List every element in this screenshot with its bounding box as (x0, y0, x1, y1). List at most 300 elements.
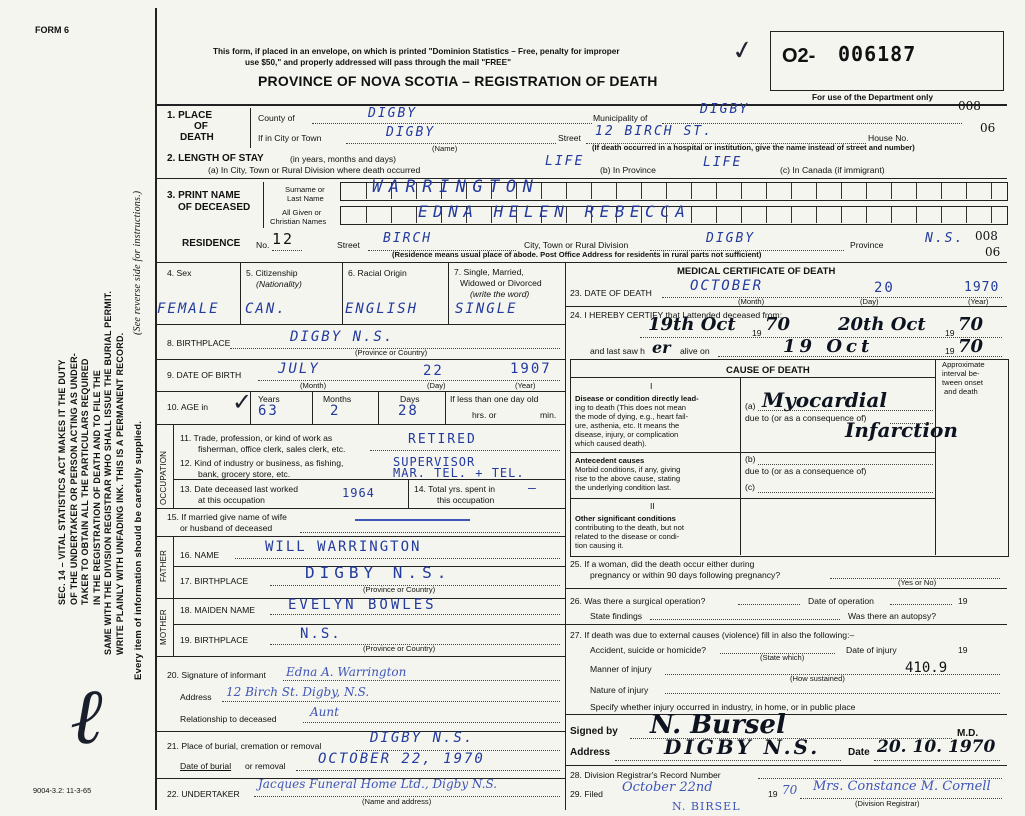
grid-cell (591, 183, 592, 199)
father-sep (173, 536, 174, 598)
grid-cell (791, 207, 792, 223)
sig-address-label: Address (570, 747, 611, 758)
side-line-3: TAKER TO OBTAIN ALL THE PARTICULARS REQUIRED (80, 358, 90, 605)
grid-cell (691, 183, 692, 199)
attended-to-day: 20th Oct (838, 314, 926, 335)
father-name-label: 16. NAME (180, 550, 220, 560)
burial-date-label-b: or removal (245, 761, 286, 771)
hospital-note: (If death occurred in a hospital or institution, give the name instead of street and number) (592, 143, 915, 152)
findings-line (650, 619, 840, 620)
residence-province-label: Province (850, 240, 884, 250)
registrar-number-label: 28. Division Registrar's Record Number (570, 770, 721, 780)
age-label: 10. AGE in (167, 402, 209, 412)
antecedent-label-4: the underlying condition last. (575, 483, 672, 492)
father-birthplace-value: DIGBY N.S. (305, 563, 452, 582)
other-label-4: tion causing it. (575, 541, 624, 550)
external-label: 27. If death was due to external causes (violence) fill in also the following:– (570, 630, 855, 640)
sustained-caption: (How sustained) (790, 674, 845, 683)
city-value: DIGBY (386, 125, 436, 140)
direct-cause-label-1: Disease or condition directly lead- (575, 394, 699, 403)
dept-use-label: For use of the Department only (812, 93, 934, 102)
where-label: Specify whether injury occurred in industry, in home, or in public place (590, 702, 856, 712)
place-section-label: 1. PLACE (167, 110, 213, 121)
grid-cell (991, 207, 992, 223)
street-value: 12 BIRCH ST. (595, 124, 713, 139)
interval-label-1: Approximate (942, 360, 985, 369)
county-line (312, 123, 592, 124)
spouse-label-2: or husband of deceased (180, 523, 273, 533)
residence-label: RESIDENCE (182, 238, 241, 249)
municipality-code: 008 (958, 99, 981, 113)
attended-from-year: 70 (765, 314, 791, 335)
trade-value: RETIRED (408, 432, 477, 447)
grid-cell (816, 183, 817, 199)
dob-caption-day: (Day) (427, 381, 446, 390)
lessday-label-3: min. (540, 410, 557, 420)
grid-cell (366, 183, 367, 199)
which-caption: (State which) (760, 653, 805, 662)
side-line-1: SEC. 14 – VITAL STATISTICS ACT MAKES IT THE DUTY (57, 359, 67, 605)
sig-address-value: DIGBY N.S. (664, 735, 821, 759)
age-check-icon: ✓ (232, 388, 253, 416)
county-label: County of (258, 113, 295, 123)
place-of-label: OF (194, 121, 208, 132)
physician-signature: N. Bursel (650, 710, 786, 740)
direct-cause-label-4: ure, asthenia, etc. It means the (575, 421, 680, 430)
registrar-caption: (Division Registrar) (855, 799, 920, 808)
attended-to-year: 70 (958, 314, 984, 335)
residence-city: DIGBY (706, 231, 756, 246)
birthplace-caption: (Province or Country) (355, 348, 428, 357)
given-value: EDNA HELEN REBECCA (418, 202, 691, 221)
side-instructions-2 (103, 291, 126, 655)
rule-8 (155, 359, 565, 360)
interval-label-3: tween onset (942, 378, 983, 387)
dob-day: 22 (423, 363, 444, 379)
grid-cell (866, 183, 867, 199)
frame-top (155, 104, 1007, 106)
direct-cause-label-3: the mode of dying, e.g., heart fail- (575, 412, 689, 421)
form-title: PROVINCE OF NOVA SCOTIA – REGISTRATION OF DEATH (258, 73, 658, 89)
col-sep (448, 262, 449, 324)
name-section-label-2: OF DECEASED (178, 202, 251, 213)
undertaker-label: 22. UNDERTAKER (167, 789, 240, 799)
last-worked-label-2: at this occupation (198, 495, 265, 505)
medical-header: MEDICAL CERTIFICATE OF DEATH (677, 266, 836, 277)
residence-province: N.S. (925, 231, 965, 246)
cause-b-line (758, 464, 933, 465)
birthplace-value: DIGBY N.S. (290, 329, 395, 345)
name-divider (263, 182, 264, 228)
surname-label-1: Surname or (285, 185, 325, 194)
citizenship-label-1: 5. Citizenship (246, 268, 298, 278)
municipality-label: Municipality of (593, 113, 648, 123)
death-date-line (662, 297, 1002, 298)
cause-sep (740, 377, 741, 555)
grid-cell (716, 183, 717, 199)
marital-label-2: Widowed or Divorced (460, 278, 542, 288)
surname-label-2: Last Name (287, 194, 324, 203)
days-value: 28 (398, 403, 419, 419)
rule-20 (155, 731, 565, 732)
cause-a-label: (a) (745, 401, 756, 411)
rule-15 (155, 536, 565, 537)
burial-place-label: 21. Place of burial, cremation or removal (167, 741, 322, 751)
citizenship-label-2: (Nationality) (256, 279, 302, 289)
spouse-label-1: 15. If married give name of wife (167, 512, 287, 522)
grid-cell (891, 207, 892, 223)
residence-no-line (272, 250, 302, 251)
death-date-label: 23. DATE OF DEATH (570, 288, 652, 298)
last-worked-value: 1964 (342, 486, 375, 500)
direct-cause-label-5: disease, injury, or complication (575, 430, 679, 439)
death-caption-day: (Day) (860, 297, 879, 306)
grid-cell (916, 207, 917, 223)
given-label-1: All Given or (282, 208, 322, 217)
grid-cell (616, 183, 617, 199)
grid-cell (416, 207, 417, 223)
last-saw-19: 19 (945, 346, 955, 356)
side-instructions (57, 353, 103, 605)
residence-code-2: 06 (985, 245, 1001, 259)
place-divider (250, 108, 251, 148)
last-saw-mid: alive on (680, 346, 710, 356)
roman-one: I (650, 381, 653, 391)
pregnancy-label-2: pregnancy or within 90 days following pregnancy? (590, 570, 781, 580)
informant-sig-label: 20. Signature of informant (167, 670, 266, 680)
informant-address: 12 Birch St. Digby, N.S. (226, 685, 370, 699)
stay-b-value: LIFE (703, 155, 743, 170)
injury-date-label: Date of injury (846, 645, 897, 655)
left-margin-mark: ℓ (70, 672, 103, 762)
mother-birthplace-value: N.S. (300, 626, 342, 642)
grid-cell (716, 207, 717, 223)
cause-c-label: (c) (745, 482, 756, 492)
other-label-1: Other significant conditions (575, 514, 676, 523)
informant-addr-label: Address (180, 692, 212, 702)
envelope-notice-1: This form, if placed in an envelope, on which is printed "Dominion Statistics – Free, penalty for improper (213, 47, 620, 56)
father-side-label: FATHER (159, 549, 168, 582)
grid-cell (691, 207, 692, 223)
md-label: M.D. (957, 728, 979, 739)
informant-signature: Edna A. Warrington (286, 665, 407, 679)
due-to-label-b: due to (or as a consequence of) (745, 466, 867, 476)
stay-a-value: LIFE (545, 154, 585, 169)
grid-cell (891, 183, 892, 199)
street-label: Street (558, 133, 581, 143)
nature-label: Nature of injury (590, 685, 649, 695)
rule-18 (173, 624, 565, 625)
marital-label-1: 7. Single, Married, (454, 267, 524, 277)
grid-cell (841, 207, 842, 223)
burial-date-line (296, 770, 560, 771)
lessday-label-1: If less than one day old (450, 394, 539, 404)
trade-line (370, 450, 560, 451)
sig-date-value: 20. 10. 1970 (877, 737, 996, 757)
interval-sep (935, 359, 936, 555)
last-saw-year: 70 (958, 336, 984, 357)
attended-from-day: 19th Oct (648, 314, 736, 335)
last-worked-label-1: 13. Date deceased last worked (180, 484, 298, 494)
antecedent-label-2: Morbid conditions, if any, giving (575, 465, 681, 474)
months-label: Months (323, 394, 352, 404)
mother-maiden-line (270, 614, 560, 615)
years-label: Years (258, 394, 280, 404)
accident-label: Accident, suicide or homicide? (590, 645, 707, 655)
due-to-label-a: due to (or as a consequence of) (745, 413, 867, 423)
dob-year: 1907 (510, 361, 552, 377)
city-name-caption: (Name) (432, 144, 458, 153)
occ-sep (173, 424, 174, 508)
marital-value: SINGLE (455, 301, 518, 317)
death-caption-month: (Month) (738, 297, 765, 306)
grid-cell (391, 207, 392, 223)
side-line-7: (See reverse side for instructions.) (132, 190, 143, 335)
grid-cell (766, 183, 767, 199)
rule-after-stay (155, 178, 1007, 179)
trade-label-2: fisherman, office clerk, sales clerk, etc. (198, 444, 346, 454)
stay-c-label: (c) In Canada (if immigrant) (780, 165, 885, 175)
informant-sig-line (283, 680, 560, 681)
sex-value: FEMALE (157, 301, 220, 317)
occ-sep (408, 479, 409, 508)
side-line-2: OF THE UNDERTAKER OR PERSON ACTING AS UNDER- (68, 353, 79, 605)
grid-cell (966, 183, 967, 199)
rule-12 (173, 479, 565, 480)
spouse-dash (355, 519, 470, 521)
grid-cell (366, 207, 367, 223)
age-sep (378, 391, 379, 424)
filed-year: 70 (782, 783, 798, 797)
months-value: 2 (330, 403, 341, 419)
mother-side-label: MOTHER (159, 609, 168, 645)
age-sep (445, 391, 446, 424)
informant-rel-line (303, 722, 560, 723)
rule-mother (155, 656, 565, 657)
dob-caption-month: (Month) (300, 381, 327, 390)
frame-left (155, 8, 157, 810)
stay-a-label: (a) In City, Town or Rural Division where death occurred (208, 165, 421, 175)
last-saw-day: 19 Oct (783, 336, 874, 357)
other-label-2: contributing to the death, but not (575, 523, 684, 532)
racial-label: 6. Racial Origin (348, 268, 407, 278)
form-code: 9004-3.2: 11-3-65 (33, 786, 92, 795)
injury-code: 410.9 (905, 660, 948, 676)
residence-street: BIRCH (383, 231, 433, 246)
interval-label-4: and death (944, 387, 978, 396)
mother-maiden-value: EVELYN BOWLES (288, 597, 437, 613)
residence-note: (Residence means usual place of abode. Post Office Address for residents in rural parts not sufficient) (392, 250, 762, 259)
cause-a2-line (890, 423, 933, 424)
house-code: 06 (980, 121, 996, 135)
rule-4-7 (155, 324, 565, 325)
side-line-4: IN THE REGISTRATION OF DEATH AND TO FILE THE (91, 370, 102, 605)
findings-label: State findings (590, 611, 643, 621)
column-divider (565, 262, 566, 810)
city-label: If in City or Town (258, 133, 322, 143)
informant-addr-line (222, 701, 560, 702)
burial-date-label-a: Date of burial (180, 761, 232, 771)
autopsy-label: Was there an autopsy? (848, 611, 937, 621)
undertaker-value: Jacques Funeral Home Ltd., Digby N.S. (258, 777, 498, 791)
signed-label: Signed by (570, 726, 618, 737)
rule-25 (565, 588, 1007, 589)
attended-19a: 19 (752, 328, 762, 338)
county-value: DIGBY (368, 106, 418, 121)
mother-maiden-label: 18. MAIDEN NAME (180, 605, 255, 615)
grid-cell (741, 207, 742, 223)
trade-label-1: 11. Trade, profession, or kind of work as (180, 433, 333, 443)
days-label: Days (400, 394, 420, 404)
cause-header: CAUSE OF DEATH (726, 365, 810, 376)
municipality-value: DIGBY (700, 102, 750, 117)
stay-section-label: 2. LENGTH OF STAY (167, 153, 264, 164)
surname-value: WARRINGTON (372, 177, 540, 197)
rule-27 (565, 714, 1007, 715)
spouse-line (300, 532, 560, 533)
stay-b-label: (b) In Province (600, 165, 656, 175)
rule-26 (565, 624, 1007, 625)
operation-date-line (890, 604, 952, 605)
side-line-6: WRITE PLAINLY WITH UNFADING INK. THIS IS A PERMANENT RECORD. (114, 332, 125, 655)
grid-cell (941, 183, 942, 199)
industry-label-2: bank, grocery store, etc. (198, 469, 291, 479)
grid-cell (741, 183, 742, 199)
last-saw-line (718, 356, 1002, 357)
interval-label-2: interval be- (942, 369, 980, 378)
operation-19: 19 (958, 596, 968, 606)
attended-label: 24. I HEREBY CERTIFY that I attended deceased from: (570, 310, 783, 320)
dob-month: JULY (278, 361, 320, 377)
grid-cell (641, 183, 642, 199)
residence-no-label: No. (256, 240, 270, 250)
given-label-2: Christian Names (270, 217, 327, 226)
last-saw-label: and last saw h (590, 346, 645, 356)
cause-a-value-1: Myocardial (762, 388, 887, 412)
manner-label: Manner of injury (590, 664, 652, 674)
age-sep (312, 391, 313, 424)
industry-label-1: 12. Kind of industry or business, as fishing, (180, 458, 344, 468)
antecedent-label-1: Antecedent causes (575, 456, 645, 465)
death-month: OCTOBER (690, 278, 764, 294)
grid-cell (966, 207, 967, 223)
col-sep (240, 262, 241, 324)
side-line-5: SAME WITH THE DIVISION REGISTRAR WHO SHALL ISSUE THE BURIAL PERMIT. (103, 290, 113, 655)
sig-address-line (615, 760, 841, 761)
name-section-label-1: 3. PRINT NAME (167, 190, 241, 201)
grid-cell (916, 183, 917, 199)
form-id: FORM 6 (35, 25, 70, 35)
surgery-label: 26. Was there a surgical operation? (570, 596, 706, 606)
registrar-signature: Mrs. Constance M. Cornell (813, 779, 991, 794)
occupation-side-label: OCCUPATION (159, 450, 168, 505)
residence-code-1: 008 (975, 229, 998, 243)
side-line-8: Every item of information should be carefully supplied. (133, 420, 144, 680)
direct-cause-label-6: which caused death). (575, 439, 647, 448)
filed-19: 19 (768, 789, 778, 799)
cause-a-value-2: Infarction (845, 418, 958, 442)
cause-c-line (758, 492, 933, 493)
dob-label: 9. DATE OF BIRTH (167, 370, 242, 380)
father-name-value: WILL WARRINGTON (265, 539, 422, 555)
cause-header-rule (570, 377, 935, 378)
cause-a-line (758, 410, 933, 411)
mother-birthplace-label: 19. BIRTHPLACE (180, 635, 249, 645)
death-year: 1970 (964, 280, 1000, 295)
lessday-label-2: hrs. or (472, 410, 497, 420)
father-birthplace-caption: (Province or Country) (363, 585, 436, 594)
total-years-label-1: 14. Total yrs. spent in (414, 484, 496, 494)
filed-value: October 22nd (622, 780, 713, 795)
residence-no: 12 (272, 230, 295, 248)
age-sep (250, 391, 251, 424)
place-death-label: DEATH (180, 132, 214, 143)
cause-b-label: (b) (745, 454, 756, 464)
residence-city-label: City, Town or Rural Division (524, 240, 629, 250)
father-name-line (235, 558, 560, 559)
rule-9 (155, 391, 565, 392)
residence-street-label: Street (337, 240, 360, 250)
dob-caption-year: (Year) (515, 381, 536, 390)
burial-date-value: OCTOBER 22, 1970 (318, 751, 485, 767)
registrar-footnote: N. BIRSEL (672, 800, 741, 813)
informant-relationship: Aunt (310, 705, 339, 719)
grid-cell (566, 183, 567, 199)
grid-cell (766, 207, 767, 223)
industry-value-2: MAR. TEL. + TEL. (393, 466, 525, 480)
burial-place-value: DIGBY N.S. (370, 730, 475, 746)
rule-signature (565, 765, 1007, 766)
total-years-label-2: this occupation (437, 495, 495, 505)
last-saw-h: er (652, 338, 671, 357)
grid-cell (991, 183, 992, 199)
total-years-value: — (528, 481, 538, 496)
marital-label-3: (write the word) (470, 289, 530, 299)
injury-19: 19 (958, 645, 968, 655)
operation-date-label: Date of operation (808, 596, 874, 606)
surgery-line (738, 604, 800, 605)
pregnancy-caption: (Yes or No) (898, 578, 937, 587)
sig-date-label: Date (848, 747, 870, 758)
nature-line (665, 693, 1000, 694)
death-caption-year: (Year) (968, 297, 989, 306)
rule-occupation (155, 508, 565, 509)
sig-date-line (874, 760, 1000, 761)
undertaker-caption: (Name and address) (362, 797, 432, 806)
grid-cell (841, 183, 842, 199)
filed-label: 29. Filed (570, 789, 603, 799)
mother-birthplace-caption: (Province or Country) (363, 644, 436, 653)
grid-cell (666, 183, 667, 199)
grid-cell (941, 207, 942, 223)
stay-units: (in years, months and days) (290, 154, 397, 164)
check-mark-icon: ✓ (729, 34, 757, 68)
grid-cell (816, 207, 817, 223)
death-day: 20 (874, 280, 895, 296)
registration-number: 006187 (838, 42, 917, 66)
other-label-3: related to the disease or condi- (575, 532, 680, 541)
father-birthplace-label: 17. BIRTHPLACE (180, 576, 249, 586)
registration-prefix: O2- (782, 45, 816, 67)
direct-cause-label-2: ing to death (This does not mean (575, 403, 687, 412)
mother-sep (173, 598, 174, 656)
sex-label: 4. Sex (167, 268, 192, 278)
racial-value: ENGLISH (345, 301, 419, 317)
rule-cause-a (570, 452, 935, 453)
grid-cell (866, 207, 867, 223)
informant-rel-label: Relationship to deceased (180, 714, 277, 724)
roman-two: II (650, 501, 655, 511)
